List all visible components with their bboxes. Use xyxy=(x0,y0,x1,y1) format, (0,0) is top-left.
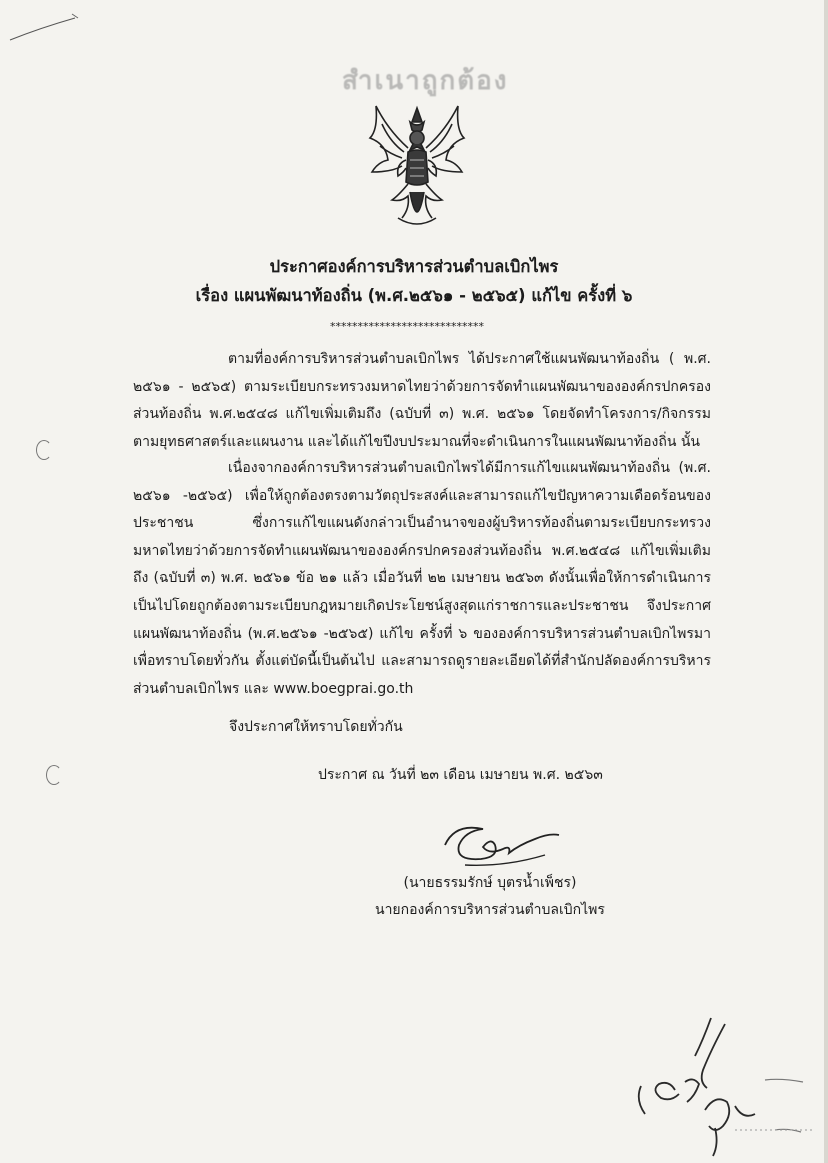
corner-pen-mark xyxy=(0,0,90,50)
binder-hole-bottom xyxy=(46,765,62,785)
announcement-title xyxy=(0,252,828,310)
title-line-2: เรื่อง แผนพัฒนาท้องถิ่น (พ.ศ.๒๕๖๑ - ๒๕๖๕) แก้ไข ครั้งที่ ๖ xyxy=(195,286,633,305)
faded-copy-stamp: สำเนาถูกต้อง xyxy=(342,66,509,96)
body-paragraph-2: เนื่องจากองค์การบริหารส่วนตำบลเบิกไพรได้มีการแก้ไขแผนพัฒนาท้องถิ่น (พ.ศ. ๒๕๖๑ -๒๕๖๕) เพื่อให้ถูกต้องตรงตามวัตถุประสงค์และสามารถแก้ไขปัญหาความเดือดร้อนของประชาชน ซึ่งการแก้ไขแผนดังกล่าวเป็นอำนาจของผู้บริหารท้องถิ่นตามระเบียบกระทรวงมหาดไทยว่าด้วยการจัดทำแผนพัฒนาขององค์กรปกครองส่วนท้องถิ่น พ.ศ.๒๕๔๘ แก้ไขเพิ่มเติมถึง (ฉบับที่ ๓) พ.ศ. ๒๕๖๑ ข้อ ๒๑ แล้ว เมื่อวันที่ ๒๒ เมษายน ๒๕๖๓ ดังนั้นเพื่อให้การดำเนินการเป็นไปโดยถูกต้องตามระเบียบกฎหมายเกิดประโยชน์สูงสุดแก่ราชการและประชาชน จึงประกาศแผนพัฒนาท้องถิ่น (พ.ศ.๒๕๖๑ -๒๕๖๕) แก้ไข ครั้งที่ ๖ ขององค์การบริหารส่วนตำบลเบิกไพรมาเพื่อทราบโดยทั่วกัน ตั้งแต่บัดนี้เป็นต้นไป และสามารถดูรายละเอียดได้ที่สำนักปลัดองค์การบริหารส่วนตำบลเบิกไพร และ www.boegprai.go.th xyxy=(133,460,711,697)
signer-name: (นายธรรมรักษ์ บุตรน้ำเพ็ชร) xyxy=(403,875,577,891)
scan-edge xyxy=(824,0,828,1163)
handwritten-note-icon xyxy=(615,1010,825,1160)
closing-statement: จึงประกาศให้ทราบโดยทั่วกัน xyxy=(229,719,403,735)
signer-position: นายกองค์การบริหารส่วนตำบลเบิกไพร xyxy=(375,902,605,918)
garuda-emblem-icon xyxy=(358,100,476,238)
title-divider: **************************** xyxy=(330,320,484,333)
binder-hole-top xyxy=(36,440,52,460)
title-line-1: ประกาศองค์การบริหารส่วนตำบลเบิกไพร xyxy=(269,257,559,276)
announcement-date: ประกาศ ณ วันที่ ๒๓ เดือน เมษายน พ.ศ. ๒๕๖๓ xyxy=(318,767,603,783)
signature-icon xyxy=(425,815,565,875)
body-paragraph-1: ตามที่องค์การบริหารส่วนตำบลเบิกไพร ได้ประกาศใช้แผนพัฒนาท้องถิ่น ( พ.ศ. ๒๕๖๑ - ๒๕๖๕) ตามระเบียบกระทรวงมหาดไทยว่าด้วยการจัดทำแผนพัฒนาขององค์กรปกครองส่วนท้องถิ่น พ.ศ.๒๕๔๘ แก้ไขเพิ่มเติมถึง (ฉบับที่ ๓) พ.ศ. ๒๕๖๑ โดยจัดทำโครงการ/กิจกรรม ตามยุทธศาสตร์และแผนงาน และได้แก้ไขปีงบประมาณที่จะดำเนินการในแผนพัฒนาท้องถิ่น นั้น xyxy=(133,351,711,450)
